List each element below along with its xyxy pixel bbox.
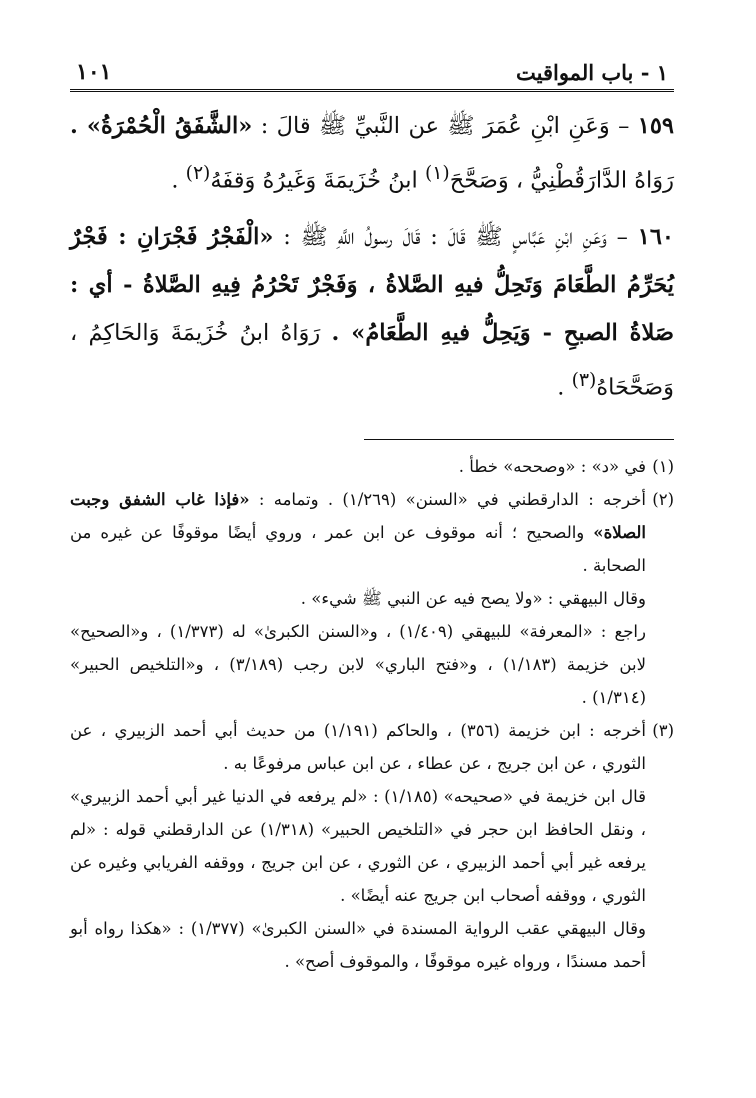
footnote-quote: «فإذا غاب الشفق وجبت الصلاة» — [70, 490, 646, 542]
hadith-matn: «الشَّفَقُ الْحُمْرَةُ» . — [70, 113, 253, 139]
hadith-text: – وَعَنِ ابْنِ عُمَرَ ﷺ عن النَّبيِّ ﷺ قالَ : — [260, 113, 630, 139]
footnote-3 — [70, 714, 674, 978]
hadith-text: – وَعَنِ ابْنِ عَبَّاسٍ ﷺ قَالَ : قَالَ رسولُ اللَّهِ ﷺ : — [283, 223, 628, 250]
footnote-2 — [70, 483, 674, 714]
hadith-takhrij: رَوَاهُ الدَّارَقُطْنِيُّ ، وَصَحَّحَ — [449, 167, 674, 194]
footnote-1 — [70, 450, 674, 483]
footnote-text: في «د» : «وصححه» خطأ . — [458, 457, 646, 476]
hadith-takhrij: رَوَاهُ ابنُ خُزَيمَةَ وَالحَاكِمُ ، وَصَحَّحَاهُ — [70, 319, 674, 400]
hadith-number: ١٦٠ — [637, 223, 675, 250]
main-text — [70, 102, 674, 411]
hadith-end: . — [557, 374, 572, 400]
footnote-ref: (٣) — [571, 369, 597, 391]
footnote-text: قال ابن خزيمة في «صحيحه» (١/١٨٥) : «لم يرفعه في الدنيا غير أبي أحمد الزبيري» ، ونقل الحافظ ابن حجر في «التلخيص الحبير» (١/٣١٨) عن الدارقطني قوله : «لم يرفعه غير أبي أحمد الزبيري ، عن الثوري ، عن ابن جريج ، ووقفه الفريابي وغيره عن الثوري ، ووقفه أصحاب ابن جريج عنه أيضًا» . — [70, 787, 646, 905]
footnotes — [70, 450, 674, 978]
hadith-end: . — [171, 167, 186, 194]
hadith-160 — [70, 213, 674, 412]
footnote-number: (١) — [652, 457, 674, 476]
footnote-ref: (٢) — [185, 163, 211, 184]
footnote-divider — [364, 439, 674, 440]
footnote-text: راجع : «المعرفة» للبيهقي (١/٤٠٩) ، و«السنن الكبرىٰ» له (١/٣٧٣) ، و«الصحيح» لابن خزيمة (١/١٨٣) ، و«فتح الباري» لابن رجب (٣/١٨٩) ، و«التلخيص الحبير» (١/٣١٤) . — [70, 622, 646, 707]
footnote-text: وقال البيهقي عقب الرواية المسندة في «السنن الكبرىٰ» (١/٣٧٧) : «هكذا رواه أبو أحمد مسندًا ، ورواه غيره موقوفًا ، والموقوف أصح» . — [70, 919, 646, 971]
footnote-ref: (١) — [424, 163, 450, 184]
footnote-text-part: والصحيح ؛ أنه موقوف عن ابن عمر ، وروي أيضًا موقوفًا عن غيره من الصحابة . — [70, 523, 646, 575]
footnote-number: (٢) — [652, 490, 674, 509]
page — [70, 52, 674, 978]
footnote-number: (٣) — [652, 721, 674, 740]
footnote-text: وقال البيهقي : «ولا يصح فيه عن النبي ﷺ شيء» . — [300, 589, 646, 608]
page-number: ١٠١ — [76, 59, 112, 85]
hadith-159 — [70, 102, 674, 205]
hadith-takhrij: ابنُ خُزَيمَةَ وَغَيرُهُ وَقفَهُ — [210, 167, 425, 194]
footnote-text-part: أخرجه : الدارقطني في «السنن» (١/٢٦٩) . وتمامه : — [249, 490, 646, 509]
footnote-text — [70, 483, 646, 582]
page-header — [70, 52, 674, 92]
hadith-number: ١٥٩ — [637, 113, 675, 139]
chapter-title: ١ - باب المواقيت — [516, 60, 668, 85]
footnote-text: أخرجه : ابن خزيمة (٣٥٦) ، والحاكم (١/١٩١) من حديث أبي أحمد الزبيري ، عن الثوري ، عن ابن جريج ، عن عطاء ، عن ابن عباس مرفوعًا به . — [70, 721, 646, 773]
hadith-matn: «الْفَجْرُ فَجْرَانِ : فَجْرٌ يُحَرِّمُ الطَّعَامَ وَتَحِلُّ فيهِ الصَّلاةُ ، وَفَجْرٌ تَحْرُمُ فِيهِ الصَّلاةُ - أي : صَلاةُ الصبحِ - وَيَحِلُّ فيهِ الطَّعَامُ» . — [70, 223, 674, 346]
